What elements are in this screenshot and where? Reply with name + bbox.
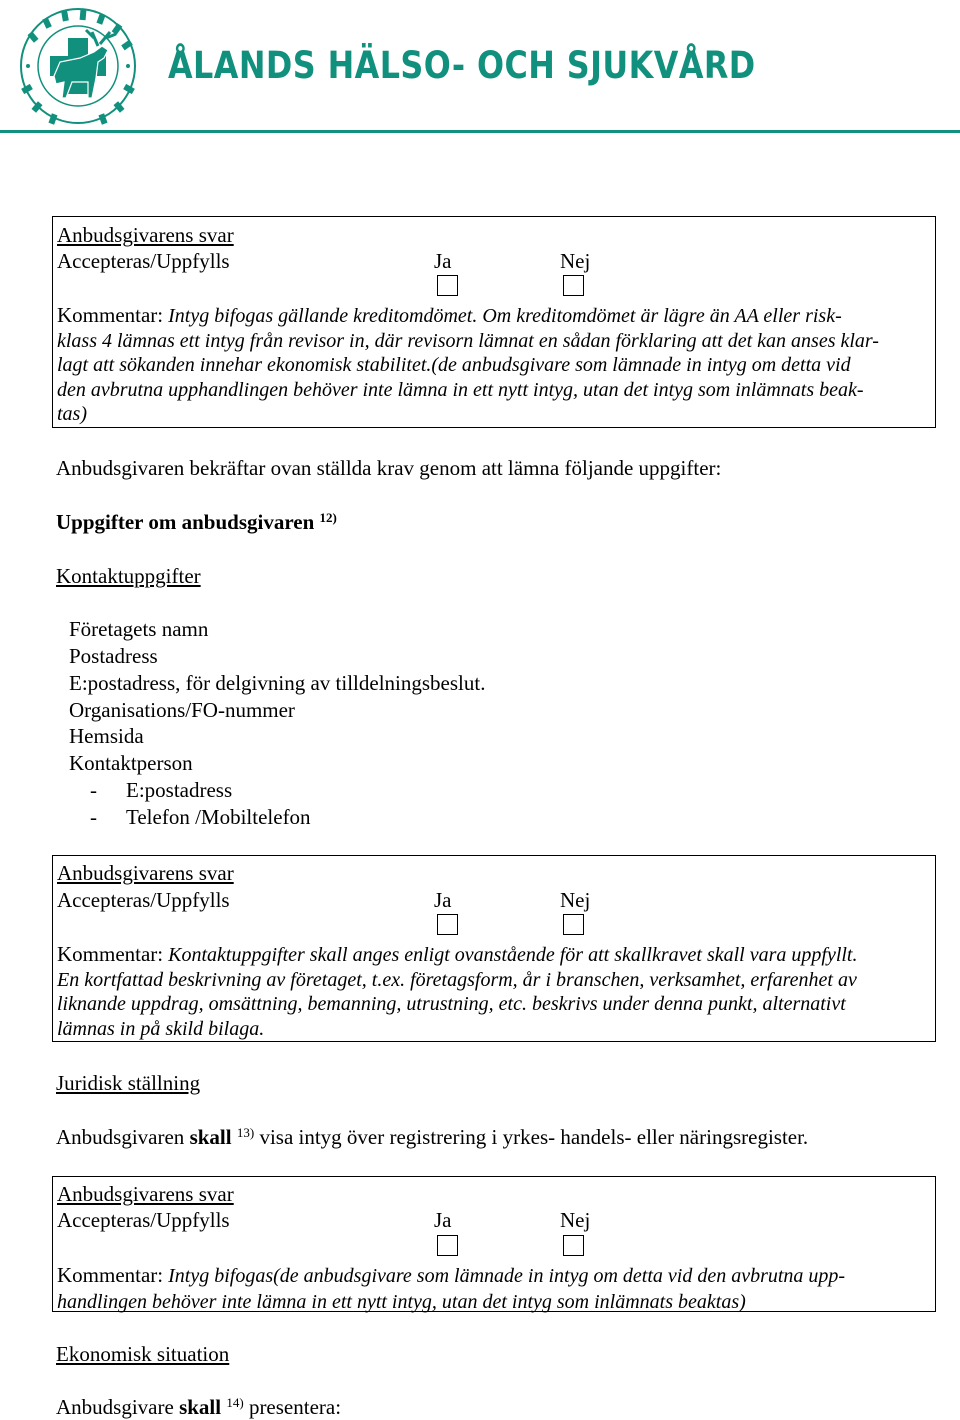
accept-label: Accepteras/Uppfylls bbox=[57, 249, 230, 273]
comment-line: den avbrutna upphandlingen behöver inte lämna in ett nytt intyg, utan det intyg som inlämnats beak- bbox=[57, 378, 864, 401]
organization-name: ÅLANDS HÄLSO- OCH SJUKVÅRD bbox=[168, 44, 756, 87]
footnote-ref: 14) bbox=[226, 1395, 244, 1410]
no-label: Nej bbox=[560, 888, 591, 912]
comment-line: lämnas in på skild bilaga. bbox=[57, 1017, 265, 1040]
confirm-text: Anbudsgivaren bekräftar ovan ställda krav genom att lämna följande uppgifter: bbox=[56, 456, 722, 480]
list-item: Kontaktperson bbox=[69, 751, 193, 775]
legal-text: visa intyg över registrering i yrkes- handels- eller näringsregister. bbox=[259, 1125, 809, 1149]
comment-line: liknande uppdrag, omsättning, bemanning, utrustning, etc. beskrivs under denna punkt, alternativt bbox=[57, 993, 846, 1015]
legal-heading: Juridisk ställning bbox=[56, 1071, 201, 1095]
no-label: Nej bbox=[560, 1208, 591, 1232]
yes-checkbox[interactable] bbox=[437, 1235, 458, 1256]
yes-label: Ja bbox=[434, 249, 452, 273]
yes-label: Ja bbox=[434, 888, 452, 912]
no-checkbox[interactable] bbox=[563, 1235, 584, 1256]
legal-emphasis: skall bbox=[189, 1125, 232, 1149]
economy-text: Anbudsgivare bbox=[56, 1395, 174, 1419]
list-item: Hemsida bbox=[69, 724, 144, 748]
footnote-ref: 12) bbox=[319, 510, 337, 525]
supplier-title: Uppgifter om anbudsgivaren bbox=[56, 510, 315, 534]
comment-line: Kontaktuppgifter skall anges enligt ovanstående för att skallkravet skall vara uppfyllt. bbox=[168, 944, 858, 966]
accept-label: Accepteras/Uppfylls bbox=[57, 888, 230, 912]
no-checkbox[interactable] bbox=[563, 275, 584, 296]
organization-logo bbox=[10, 6, 146, 126]
economy-text: presentera: bbox=[248, 1395, 342, 1419]
comment-line: Intyg bifogas gällande kreditomdömet. Om kreditomdömet är lägre än AA eller risk- bbox=[168, 305, 842, 327]
footnote-ref: 13) bbox=[236, 1125, 255, 1140]
comment-text bbox=[57, 303, 929, 427]
list-dash: - bbox=[90, 778, 97, 802]
yes-label: Ja bbox=[434, 1208, 452, 1232]
contact-heading: Kontaktuppgifter bbox=[56, 564, 201, 588]
legal-text: Anbudsgivaren bbox=[56, 1125, 185, 1149]
list-item: Organisations/FO-nummer bbox=[69, 698, 295, 722]
comment-label: Kommentar: bbox=[57, 303, 164, 327]
list-subitem: E:postadress bbox=[126, 778, 233, 802]
economy-heading: Ekonomisk situation bbox=[56, 1342, 230, 1366]
list-item: E:postadress, för delgivning av tilldelningsbeslut. bbox=[69, 671, 486, 695]
supplier-section-title bbox=[56, 510, 337, 534]
comment-line: tas) bbox=[57, 403, 87, 425]
header-divider bbox=[0, 130, 960, 133]
comment-line: Intyg bifogas(de anbudsgivare som lämnade in intyg om detta vid den avbrutna upp- bbox=[168, 1265, 846, 1287]
list-subitem: Telefon /Mobiltelefon bbox=[126, 805, 311, 829]
comment-line: klass 4 lämnas ett intyg från revisor in, där revisorn lämnat en sådan förklaring att det kan anses klar- bbox=[57, 329, 879, 352]
no-checkbox[interactable] bbox=[563, 914, 584, 935]
comment-text bbox=[57, 942, 929, 1041]
comment-line: lagt att sökanden innehar ekonomisk stabilitet.(de anbudsgivare som lämnade in intyg om detta vid bbox=[57, 354, 851, 376]
comment-line: En kortfattad beskrivning av företaget, t.ex. företagsform, år i branschen, verksamhet, erfarenhet av bbox=[57, 968, 857, 991]
yes-checkbox[interactable] bbox=[437, 275, 458, 296]
accept-label: Accepteras/Uppfylls bbox=[57, 1208, 230, 1232]
list-item: Postadress bbox=[69, 644, 158, 668]
answer-box-credit bbox=[52, 216, 936, 428]
comment-label: Kommentar: bbox=[57, 942, 164, 966]
answer-heading: Anbudsgivarens svar bbox=[57, 223, 234, 247]
list-dash: - bbox=[90, 805, 97, 829]
comment-label: Kommentar: bbox=[57, 1263, 164, 1287]
no-label: Nej bbox=[560, 249, 591, 273]
list-item: Företagets namn bbox=[69, 617, 209, 641]
comment-line: handlingen behöver inte lämna in ett nytt intyg, utan det intyg som inlämnats beaktas) bbox=[57, 1291, 746, 1313]
answer-box-legal bbox=[52, 1176, 936, 1312]
answer-heading: Anbudsgivarens svar bbox=[57, 861, 234, 885]
yes-checkbox[interactable] bbox=[437, 914, 458, 935]
answer-heading: Anbudsgivarens svar bbox=[57, 1182, 234, 1206]
answer-box-contact bbox=[52, 855, 936, 1042]
economy-emphasis: skall bbox=[179, 1395, 222, 1419]
comment-text bbox=[57, 1262, 929, 1315]
legal-requirement bbox=[56, 1125, 808, 1149]
economy-requirement bbox=[56, 1395, 341, 1419]
